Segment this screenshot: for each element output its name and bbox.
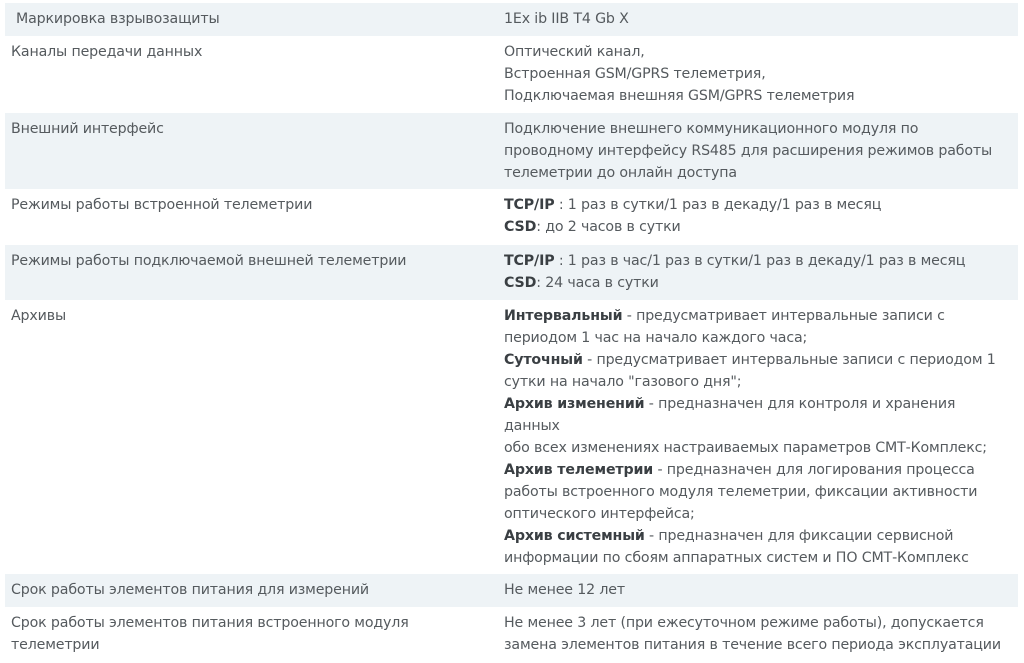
value-line: Не менее 3 лет (при ежесуточном режиме работы), допускается <box>504 615 984 631</box>
value-line: телеметрии до онлайн доступа <box>504 165 737 181</box>
value-line: обо всех изменениях настраиваемых параметров СМТ-Комплекс; <box>504 440 987 456</box>
row-label: Каналы передачи данных <box>11 44 203 60</box>
value-line <box>504 250 1010 272</box>
archive-desc: - предназначен для фиксации сервисной <box>644 528 954 544</box>
value-line: замена элементов питания в течение всего периода эксплуатации <box>504 637 1001 653</box>
row-label: Срок работы элементов питания для измерений <box>5 574 498 607</box>
value-line: Встроенная GSM/GPRS телеметрия, <box>504 66 766 82</box>
label-line: телеметрии <box>11 637 100 653</box>
row-label: Режимы работы встроенной телеметрии <box>11 197 313 213</box>
row-value <box>498 36 1018 113</box>
archive-name: Суточный <box>504 352 583 368</box>
mode-name: CSD <box>504 219 537 235</box>
value-line: периодом 1 час на начало каждого часа; <box>504 330 808 346</box>
table-row <box>5 245 1018 300</box>
table-row <box>5 574 1018 607</box>
value-line <box>504 393 1010 437</box>
table-row <box>5 113 1018 189</box>
value-line: сутки на начало "газового дня"; <box>504 374 742 390</box>
mode-name: CSD <box>504 275 537 291</box>
table-row <box>5 189 1018 245</box>
mode-desc: : 1 раз в сутки/1 раз в декаду/1 раз в месяц <box>554 197 882 213</box>
archive-desc: - предназначен для контроля и хранения данных <box>504 396 956 434</box>
archive-name: Архив телеметрии <box>504 462 654 478</box>
value-line: Подключение внешнего коммуникационного модуля по <box>504 121 919 137</box>
mode-desc: : до 2 часов в сутки <box>536 219 681 235</box>
row-label: Внешний интерфейс <box>5 113 498 189</box>
archive-name: Архив системный <box>504 528 645 544</box>
row-value <box>498 113 1018 189</box>
value-line <box>504 272 1010 294</box>
row-value <box>498 3 1018 36</box>
value-line: оптического интерфейса; <box>504 506 695 522</box>
value-line <box>504 349 1010 371</box>
row-label: Архивы <box>11 308 66 324</box>
value-line <box>504 459 1010 481</box>
archive-name: Архив изменений <box>504 396 645 412</box>
table-row <box>5 607 1018 663</box>
table-row <box>5 36 1018 113</box>
row-value <box>498 607 1018 663</box>
value-line <box>504 194 1010 216</box>
value-line <box>504 305 1010 327</box>
archive-desc: - предусматривает интервальные записи с периодом 1 <box>582 352 996 368</box>
value-line <box>504 525 1010 547</box>
row-value <box>498 300 1018 574</box>
row-value <box>498 245 1018 300</box>
value-line: 1Ex ib IIB T4 Gb X <box>504 11 629 27</box>
row-value <box>498 189 1018 245</box>
archive-desc: - предусматривает интервальные записи с <box>622 308 945 324</box>
label-line: Срок работы элементов питания встроенного модуля <box>11 615 409 631</box>
value-line: информации по сбоям аппаратных систем и ПО СМТ-Комплекс <box>504 550 969 566</box>
archive-name: Интервальный <box>504 308 623 324</box>
row-label: Маркировка взрывозащиты <box>5 3 498 36</box>
value-line <box>504 216 1010 238</box>
row-value <box>498 574 1018 607</box>
specifications-table <box>5 3 1018 663</box>
mode-desc: : 24 часа в сутки <box>536 275 659 291</box>
mode-name: TCP/IP <box>504 197 555 213</box>
row-label <box>5 607 498 663</box>
archive-desc: - предназначен для логирования процесса <box>653 462 975 478</box>
mode-desc: : 1 раз в час/1 раз в сутки/1 раз в декаду/1 раз в месяц <box>554 253 966 269</box>
table-row <box>5 3 1018 36</box>
value-line: работы встроенного модуля телеметрии, фиксации активности <box>504 484 978 500</box>
table-row <box>5 300 1018 574</box>
mode-name: TCP/IP <box>504 253 555 269</box>
row-label: Режимы работы подключаемой внешней телеметрии <box>5 245 498 300</box>
value-line: проводному интерфейсу RS485 для расширения режимов работы <box>504 143 993 159</box>
value-line: Оптический канал, <box>504 44 645 60</box>
value-line: Не менее 12 лет <box>504 582 625 598</box>
value-line: Подключаемая внешняя GSM/GPRS телеметрия <box>504 88 855 104</box>
